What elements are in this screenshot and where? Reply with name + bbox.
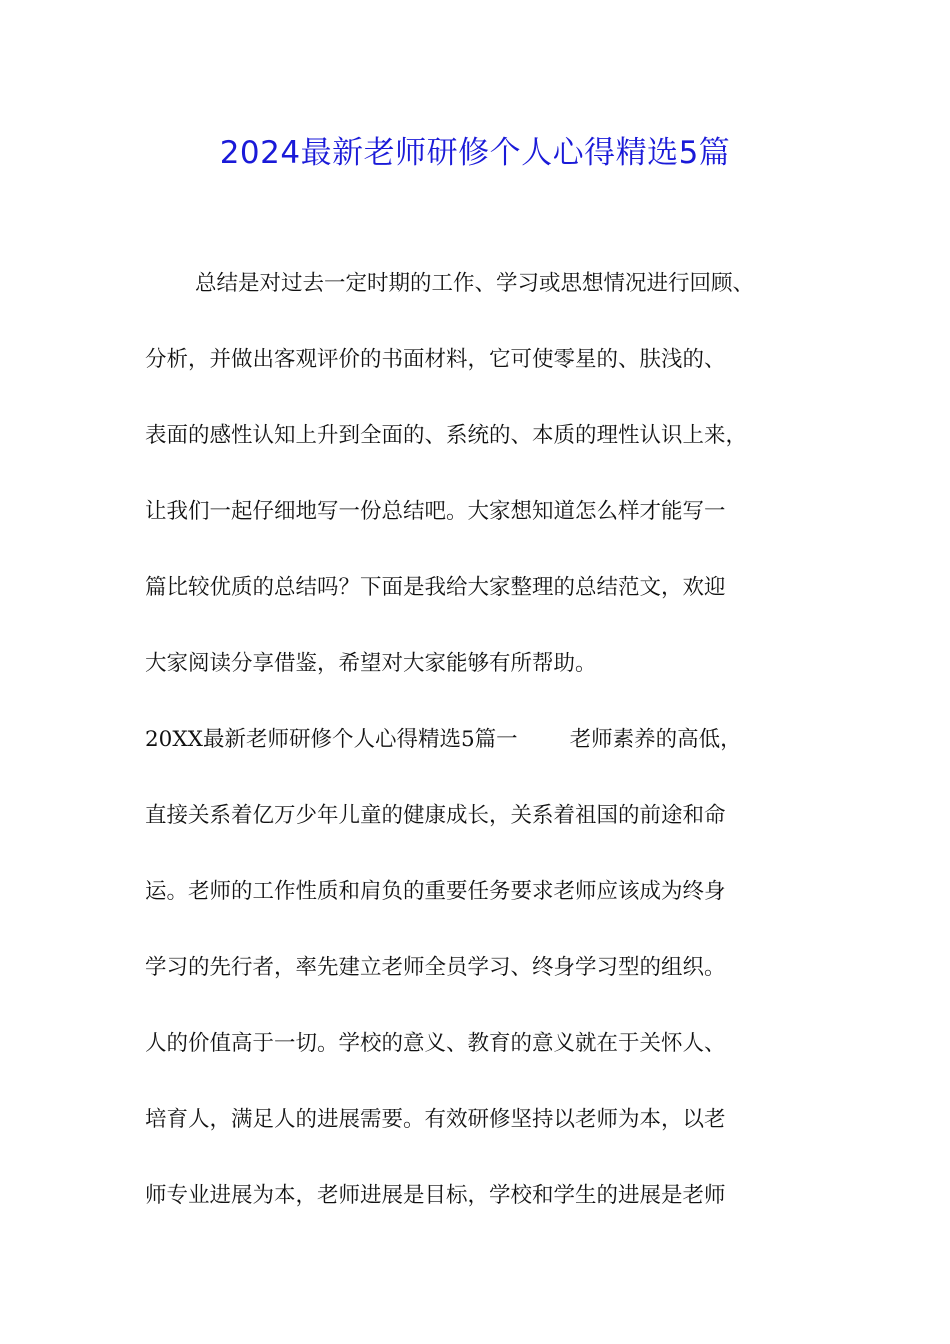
document-body [145,262,815,1250]
paragraph-line: 运。老师的工作性质和肩负的重要任务要求老师应该成为终身 [145,879,726,904]
paragraph-line: 师专业进展为本，老师进展是目标，学校和学生的进展是老师 [145,1183,726,1208]
paragraph-line: 培育人，满足人的进展需要。有效研修坚持以老师为本，以老 [145,1107,726,1132]
paragraph-line: 人的价值高于一切。学校的意义、教育的意义就在于关怀人、 [145,1031,726,1056]
paragraph-line: 学习的先行者，率先建立老师全员学习、终身学习型的组织。 [145,955,726,980]
paragraph-line: 篇比较优质的总结吗？下面是我给大家整理的总结范文，欢迎 [145,575,726,600]
paragraph-line: 直接关系着亿万少年儿童的健康成长，关系着祖国的前途和命 [145,803,726,828]
paragraph-line: 让我们一起仔细地写一份总结吧。大家想知道怎么样才能写一 [145,499,726,524]
paragraph-line: 表面的感性认知上升到全面的、系统的、本质的理性认识上来， [145,423,748,448]
paragraph-line: 总结是对过去一定时期的工作、学习或思想情况进行回顾、 [195,271,755,296]
paragraph-line: 大家阅读分享借鉴，希望对大家能够有所帮助。 [145,651,597,676]
section-heading: 20XX最新老师研修个人心得精选5篇一 [145,727,518,752]
section-first-text: 老师素养的高低， [569,727,742,752]
section-heading-line [145,718,815,794]
paragraph-line: 分析，并做出客观评价的书面材料，它可使零星的、肤浅的、 [145,347,726,372]
document-title: 2024最新老师研修个人心得精选5篇 [219,135,731,171]
